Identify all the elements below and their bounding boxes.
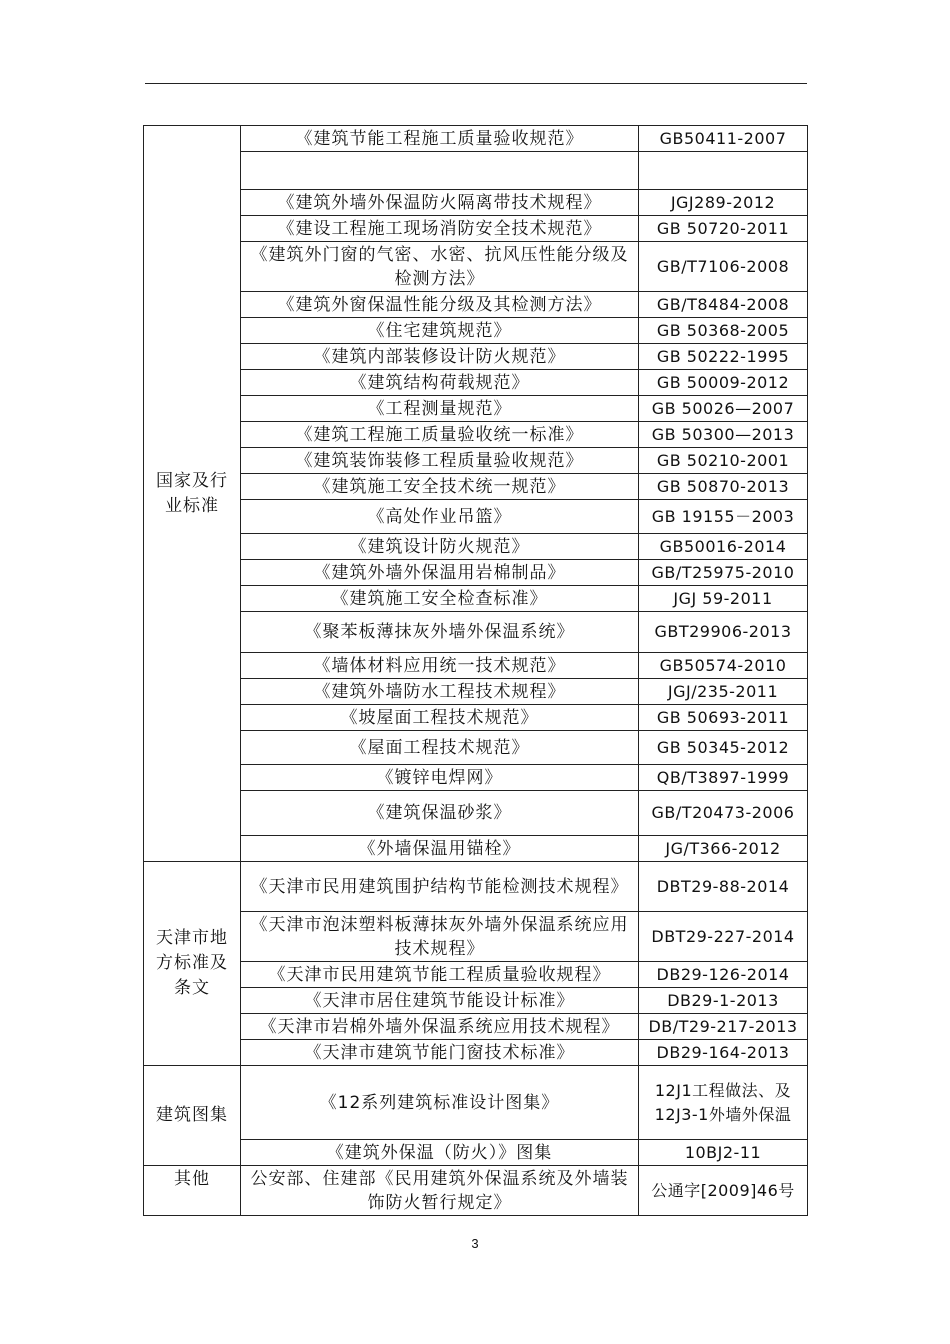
standard-name: 《建筑施工安全检查标准》 [241,586,639,612]
standard-name: 《建筑外墙防水工程技术规程》 [241,679,639,705]
standard-name: 《高处作业吊篮》 [241,500,639,534]
table-row [144,862,808,912]
standard-code: GBT29906-2013 [639,612,808,653]
standard-code: GB50016-2014 [639,534,808,560]
standard-code: DB29-126-2014 [639,962,808,988]
standard-code: GB 50210-2001 [639,448,808,474]
standard-code: 10BJ2-11 [639,1140,808,1166]
table-row [144,474,808,500]
standard-name: 《12系列建筑标准设计图集》 [241,1066,639,1140]
table-row [144,216,808,242]
standard-code: GB 19155－2003 [639,500,808,534]
table-row [144,1166,808,1216]
table-row [144,962,808,988]
standard-code: JG/T366-2012 [639,836,808,862]
standard-code: GB 50368-2005 [639,318,808,344]
standard-name: 《建筑内部装修设计防火规范》 [241,344,639,370]
standard-code: GB/T20473-2006 [639,791,808,836]
category-tianjin: 天津市地方标准及条文 [144,862,241,1066]
table-row [144,318,808,344]
table-row [144,190,808,216]
standard-name: 《外墙保温用锚栓》 [241,836,639,862]
standard-name: 《建筑工程施工质量验收统一标准》 [241,422,639,448]
standard-code: DB29-1-2013 [639,988,808,1014]
table-row [144,560,808,586]
standard-name: 《建筑结构荷载规范》 [241,370,639,396]
table-row [144,765,808,791]
standard-name: 《住宅建筑规范》 [241,318,639,344]
standard-name: 公安部、住建部《民用建筑外保温系统及外墙装饰防火暂行规定》 [241,1166,639,1216]
standard-name: 《坡屋面工程技术规范》 [241,705,639,731]
standard-name: 《建筑施工安全技术统一规范》 [241,474,639,500]
table-row [144,912,808,962]
standard-code: DBT29-227-2014 [639,912,808,962]
standard-name: 《镀锌电焊网》 [241,765,639,791]
standard-name: 《建筑装饰装修工程质量验收规范》 [241,448,639,474]
table-row [144,370,808,396]
page-number: 3 [471,1236,479,1251]
table-row [144,1040,808,1066]
table-row [144,586,808,612]
standard-name: 《天津市居住建筑节能设计标准》 [241,988,639,1014]
table-row [144,1014,808,1040]
standard-name: 《建筑节能工程施工质量验收规范》 [241,126,639,152]
table-row [144,500,808,534]
table-row [144,679,808,705]
standard-code: QB/T3897-1999 [639,765,808,791]
standard-code: DB/T29-217-2013 [639,1014,808,1040]
table-row [144,612,808,653]
standard-name: 《天津市岩棉外墙外保温系统应用技术规程》 [241,1014,639,1040]
standard-code: GB 50222-1995 [639,344,808,370]
standard-name: 《聚苯板薄抹灰外墙外保温系统》 [241,612,639,653]
table-row [144,242,808,292]
standard-name: 《建筑外门窗的气密、水密、抗风压性能分级及检测方法》 [241,242,639,292]
standard-code: GB50411-2007 [639,126,808,152]
standard-name: 《天津市民用建筑围护结构节能检测技术规程》 [241,862,639,912]
standard-code: GB/T25975-2010 [639,560,808,586]
standard-name: 《天津市建筑节能门窗技术标准》 [241,1040,639,1066]
standard-name: 《天津市民用建筑节能工程质量验收规程》 [241,962,639,988]
table-row [144,1066,808,1140]
standard-code: GB/T8484-2008 [639,292,808,318]
standard-name: 《建筑外窗保温性能分级及其检测方法》 [241,292,639,318]
standard-name: 《建筑外墙外保温防火隔离带技术规程》 [241,190,639,216]
standard-name: 《建设工程施工现场消防安全技术规范》 [241,216,639,242]
standard-code: 公通字[2009]46号 [639,1166,808,1216]
table-row [144,653,808,679]
standard-name [241,152,639,190]
standard-code: GB50574-2010 [639,653,808,679]
standard-name: 《建筑保温砂浆》 [241,791,639,836]
table-row [144,705,808,731]
table-row [144,126,808,152]
standard-code: GB 50009-2012 [639,370,808,396]
table-row [144,791,808,836]
category-national: 国家及行业标准 [144,126,241,862]
standard-code [639,152,808,190]
standard-code: GB 50720-2011 [639,216,808,242]
standard-name: 《建筑设计防火规范》 [241,534,639,560]
standard-code: GB 50870-2013 [639,474,808,500]
table-row [144,1140,808,1166]
standard-code: 12J1工程做法、及12J3-1外墙外保温 [639,1066,808,1140]
table-row [144,836,808,862]
standard-code: GB 50300—2013 [639,422,808,448]
standard-code: GB/T7106-2008 [639,242,808,292]
standard-name: 《墙体材料应用统一技术规范》 [241,653,639,679]
standard-code: JGJ 59-2011 [639,586,808,612]
standard-name: 《工程测量规范》 [241,396,639,422]
standard-code: DB29-164-2013 [639,1040,808,1066]
standard-code: JGJ289-2012 [639,190,808,216]
table-row [144,731,808,765]
standard-name: 《建筑外墙外保温用岩棉制品》 [241,560,639,586]
table-row [144,422,808,448]
standard-name: 《建筑外保温（防火）》图集 [241,1140,639,1166]
category-other: 其他 [144,1166,241,1216]
table-row [144,344,808,370]
header-rule [145,83,807,84]
standard-code: GB 50693-2011 [639,705,808,731]
table-row [144,396,808,422]
category-atlas: 建筑图集 [144,1066,241,1166]
table-row [144,152,808,190]
standard-name: 《天津市泡沫塑料板薄抹灰外墙外保温系统应用技术规程》 [241,912,639,962]
standard-code: GB 50345-2012 [639,731,808,765]
table-row [144,534,808,560]
standard-code: DBT29-88-2014 [639,862,808,912]
standards-table [143,125,808,1216]
table-row [144,448,808,474]
standard-code: JGJ/235-2011 [639,679,808,705]
table-row [144,292,808,318]
standard-name: 《屋面工程技术规范》 [241,731,639,765]
standard-code: GB 50026—2007 [639,396,808,422]
table-row [144,988,808,1014]
